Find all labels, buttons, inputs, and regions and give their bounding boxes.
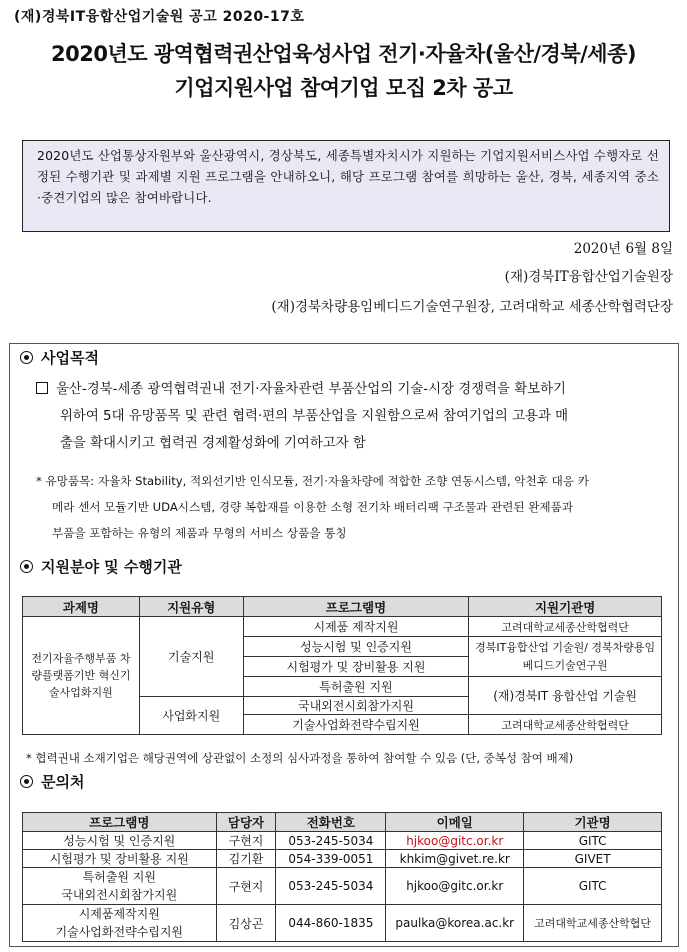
person-cell: 구현지 bbox=[216, 832, 276, 850]
col-header-agency: 지원기관명 bbox=[469, 597, 662, 617]
checkbox-square-icon bbox=[36, 382, 48, 394]
program-cell: 성능시험 및 인증지원 bbox=[23, 832, 217, 850]
support-table bbox=[22, 596, 662, 735]
col-header-program: 프로그램명 bbox=[23, 813, 217, 832]
table-row bbox=[23, 905, 662, 942]
support-type-biz: 사업화지원 bbox=[139, 697, 243, 735]
section-contact-title: 문의처 bbox=[41, 773, 85, 791]
person-cell: 김기환 bbox=[216, 850, 276, 868]
bullet-icon bbox=[20, 775, 33, 788]
table-row bbox=[23, 850, 662, 868]
section-contact-heading bbox=[20, 771, 84, 792]
program-cell: 기술사업화전략수립지원 bbox=[243, 715, 469, 735]
agency-cell: 고려대학교세종산학협력단 bbox=[469, 715, 662, 735]
program-cell: 시험평가 및 장비활용 지원 bbox=[23, 850, 217, 868]
table-row bbox=[23, 832, 662, 850]
table-row bbox=[23, 868, 662, 905]
bullet-icon bbox=[20, 351, 33, 364]
section-purpose-title: 사업목적 bbox=[41, 349, 99, 367]
col-header-email: 이메일 bbox=[386, 813, 524, 832]
phone-cell: 053-245-5034 bbox=[276, 832, 386, 850]
table-header-row bbox=[23, 597, 662, 617]
bullet-icon bbox=[20, 560, 33, 573]
program-cell: 시험평가 및 장비활용 지원 bbox=[243, 657, 469, 677]
col-header-type: 지원유형 bbox=[139, 597, 243, 617]
program-cell: 특허출원 지원 bbox=[243, 677, 469, 697]
org-cell: GITC bbox=[524, 868, 662, 905]
email-link[interactable]: hjkoo@gitc.or.kr bbox=[386, 868, 524, 905]
program-cell: 국내외전시회참가지원 bbox=[243, 697, 469, 715]
intro-box: 2020년도 산업통상자원부와 울산광역시, 경상북도, 세종특별자치시가 지원하는 기업지원서비스사업 수행자로 선정된 수행기관 및 과제별 지원 프로그램을 안내하오니, 해당 프로그램 참여를 희망하는 울산, 경북, 세종지역 중소·중견기업의 많은 참여바랍니다. bbox=[22, 140, 670, 232]
org-cell: GITC bbox=[524, 832, 662, 850]
section-purpose-heading bbox=[20, 347, 99, 368]
org-cell: 고려대학교세종산학협단 bbox=[524, 905, 662, 942]
promising-items-note bbox=[36, 468, 668, 546]
col-header-phone: 전화번호 bbox=[276, 813, 386, 832]
page-title-line1: 2020년도 광역협력권산업육성사업 전기·자율차(울산/경북/세종) bbox=[51, 42, 636, 66]
agency-cell: (재)경북IT 융합산업 기술원 bbox=[469, 677, 662, 715]
note-line1: * 유망품목: 자율차 Stability, 적외선기반 인식모듈, 전기·자율차량에 적합한 조향 연동시스템, 악천후 대응 카 bbox=[36, 474, 589, 488]
email-link[interactable]: khkim@givet.re.kr bbox=[386, 850, 524, 868]
program-cell bbox=[23, 905, 217, 942]
section-support-heading bbox=[20, 556, 182, 577]
purpose-paragraph bbox=[36, 376, 666, 457]
table-row bbox=[23, 617, 662, 637]
agency-cell: 경북IT융합산업 기술원/ 경북차량용임베디드기술연구원 bbox=[469, 637, 662, 677]
program-cell: 성능시험 및 인증지원 bbox=[243, 637, 469, 657]
note-line2: 메라 센서 모듈기반 UDA시스템, 경량 복합재를 이용한 소형 전기차 배터리팩 구조물과 관련된 완제품과 bbox=[52, 500, 574, 514]
notice-date: 2020년 6월 8일 bbox=[573, 241, 673, 257]
agency-cell: 고려대학교세종산학협력단 bbox=[469, 617, 662, 637]
signatory-line2: (재)경북차량용임베디드기술연구원장, 고려대학교 세종산학협력단장 bbox=[271, 299, 673, 315]
col-header-project: 과제명 bbox=[23, 597, 140, 617]
page-title-line2: 기업지원사업 참여기업 모집 2차 공고 bbox=[174, 76, 513, 100]
email-link[interactable]: paulka@korea.ac.kr bbox=[386, 905, 524, 942]
purpose-line1: 울산-경북-세종 광역협력권내 전기·자율차관련 부품산업의 기술-시장 경쟁력을 확보하기 bbox=[56, 382, 566, 397]
program-line: 특허출원 지원 bbox=[82, 870, 156, 884]
support-type-tech: 기술지원 bbox=[139, 617, 243, 697]
person-cell: 구현지 bbox=[216, 868, 276, 905]
phone-cell: 053-245-5034 bbox=[276, 868, 386, 905]
phone-cell: 044-860-1835 bbox=[276, 905, 386, 942]
phone-cell: 054-339-0051 bbox=[276, 850, 386, 868]
program-line: 국내외전시회참가지원 bbox=[61, 888, 178, 902]
org-cell: GIVET bbox=[524, 850, 662, 868]
col-header-person: 담당자 bbox=[216, 813, 276, 832]
email-link[interactable]: hjkoo@gitc.or.kr bbox=[386, 832, 524, 850]
section-support-title: 지원분야 및 수행기관 bbox=[41, 558, 182, 576]
col-header-org: 기관명 bbox=[524, 813, 662, 832]
col-header-program: 프로그램명 bbox=[243, 597, 469, 617]
signatory-line1: (재)경북IT융합산업기술원장 bbox=[504, 269, 673, 285]
program-line: 기술사업화전략수립지원 bbox=[55, 925, 184, 939]
program-cell: 시제품 제작지원 bbox=[243, 617, 469, 637]
support-footnote: * 협력권내 소재기업은 해당권역에 상관없이 소정의 심사과정을 통하여 참여할 수 있음 (단, 중복성 참여 배제) bbox=[26, 751, 574, 765]
purpose-line2: 위하여 5대 유망품목 및 관련 협력·편의 부품산업을 지원함으로써 참여기업의 고용과 매 bbox=[60, 409, 569, 424]
project-name-cell: 전기자율주행부품 차량플랫폼기반 혁신기술사업화지원 bbox=[23, 617, 140, 735]
program-line: 시제품제작지원 bbox=[78, 907, 160, 921]
program-cell bbox=[23, 868, 217, 905]
person-cell: 김상곤 bbox=[216, 905, 276, 942]
notice-number: (재)경북IT융합산업기술원 공고 2020-17호 bbox=[14, 9, 305, 25]
note-line3: 부품을 포함하는 유형의 제품과 무형의 서비스 상품을 통칭 bbox=[52, 526, 347, 540]
table-header-row bbox=[23, 813, 662, 832]
contact-table bbox=[22, 812, 662, 942]
purpose-line3: 출을 확대시키고 협력권 경제활성화에 기여하고자 함 bbox=[60, 436, 366, 451]
